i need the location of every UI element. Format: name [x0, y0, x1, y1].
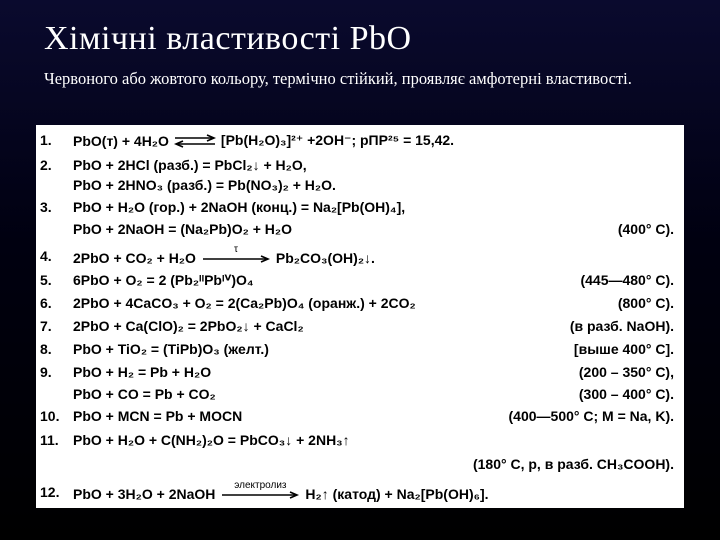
reaction-number: 5. [40, 272, 52, 288]
reaction-number: 11. [40, 432, 59, 448]
slide-title: Хімічні властивості PbO [44, 20, 412, 57]
reaction-number: 4. [40, 248, 52, 264]
reaction-number: 12. [40, 484, 60, 500]
reaction-equation: 2PbO + Ca(ClO)₂ = 2PbO₂↓ + CaCl₂ [73, 318, 304, 334]
reaction-equation: PbO + H₂ = Pb + H₂O [73, 364, 212, 380]
reaction-row [36, 456, 684, 478]
reaction-condition: (в разб. NaOH). [569, 318, 674, 334]
reaction-row [36, 295, 684, 317]
reaction-row [36, 177, 684, 199]
reaction-number: 6. [40, 295, 52, 311]
reaction-row [36, 341, 684, 363]
reaction-row [36, 408, 684, 430]
reaction-number: 1. [40, 132, 52, 148]
reaction-condition: (300 – 400° C). [578, 386, 674, 402]
reaction-condition: [выше 400° C]. [573, 341, 674, 357]
reaction-row [36, 318, 684, 340]
equilibrium-arrow-icon [173, 134, 217, 148]
reaction-equation: PbO + CO = Pb + CO₂ [73, 386, 216, 402]
slide-subtitle: Червоного або жовтого кольору, термічно стійкий, проявляє амфотерні властивості. [44, 69, 632, 88]
reaction-equation-left: PbO + 3H₂O + 2NaOH [73, 485, 216, 502]
reaction-equation-left: 2PbO + CO₂ + H₂O [73, 249, 196, 266]
reaction-equation: PbO + 2NaOH = (Na₂Pb)O₂ + H₂O [73, 221, 292, 237]
reaction-number: 3. [40, 199, 52, 215]
reaction-condition: (445—480° C). [580, 272, 674, 288]
reaction-row [36, 157, 684, 179]
right-arrow-icon [220, 491, 300, 499]
reaction-row [36, 386, 684, 408]
reaction-row [36, 221, 684, 243]
reaction-row [36, 432, 684, 454]
reaction-equation: PbO + H₂O (гор.) + 2NaOH (конц.) = Na₂[Pb(OH)₄], [73, 199, 406, 215]
reactions-panel [36, 125, 684, 508]
reaction-equation-right: H₂↑ (катод) + Na₂[Pb(OH)₆]. [305, 485, 489, 502]
reaction-condition: (800° C). [617, 295, 674, 311]
reaction-equation: PbO + 2HNO₃ (разб.) = Pb(NO₃)₂ + H₂O. [73, 177, 336, 193]
reaction-equation-left: PbO(т) + 4H₂O [73, 132, 169, 149]
reaction-row [36, 132, 684, 154]
reaction-number: 10. [40, 408, 60, 424]
reaction-equation: PbO + 2HCl (разб.) = PbCl₂↓ + H₂O, [73, 157, 307, 173]
arrow-label: электролиз [234, 480, 287, 491]
reaction-condition: (200 – 350° C), [578, 364, 674, 380]
reaction-row [36, 244, 684, 270]
reaction-equation: PbO + TiO₂ = (TiPb)O₃ (желт.) [73, 341, 269, 357]
reaction-equation: 6PbO + O₂ = 2 (Pb₂ᴵᴵPbᴵⱽ)O₄ [73, 272, 254, 288]
reaction-row [36, 364, 684, 386]
reaction-equation-right: Pb₂CO₃(OH)₂↓. [275, 249, 375, 266]
reaction-equation: 2PbO + 4CaCO₃ + O₂ = 2(Ca₂Pb)O₄ (оранж.) + 2CO₂ [73, 295, 416, 311]
reaction-equation-right: [Pb(H₂O)₃]²⁺ +2OH⁻; pПР²⁵ = 15,42. [220, 132, 455, 148]
reaction-number: 2. [40, 157, 52, 173]
reaction-row [36, 272, 684, 294]
reaction-row [36, 480, 684, 506]
arrow-label: τ [233, 244, 238, 255]
reaction-number: 8. [40, 341, 52, 357]
reaction-condition: (400° C). [617, 221, 674, 237]
right-arrow-icon [201, 255, 271, 263]
reaction-equation: PbO + MCN = Pb + MOCN [73, 408, 243, 424]
reaction-number: 7. [40, 318, 52, 334]
reaction-condition: (180° C, p, в разб. CH₃COOH). [472, 456, 674, 472]
reaction-condition: (400—500° C; M = Na, K). [508, 408, 674, 424]
reaction-row [36, 199, 684, 221]
reaction-number: 9. [40, 364, 52, 380]
reaction-equation: PbO + H₂O + C(NH₂)₂O = PbCO₃↓ + 2NH₃↑ [73, 432, 350, 448]
